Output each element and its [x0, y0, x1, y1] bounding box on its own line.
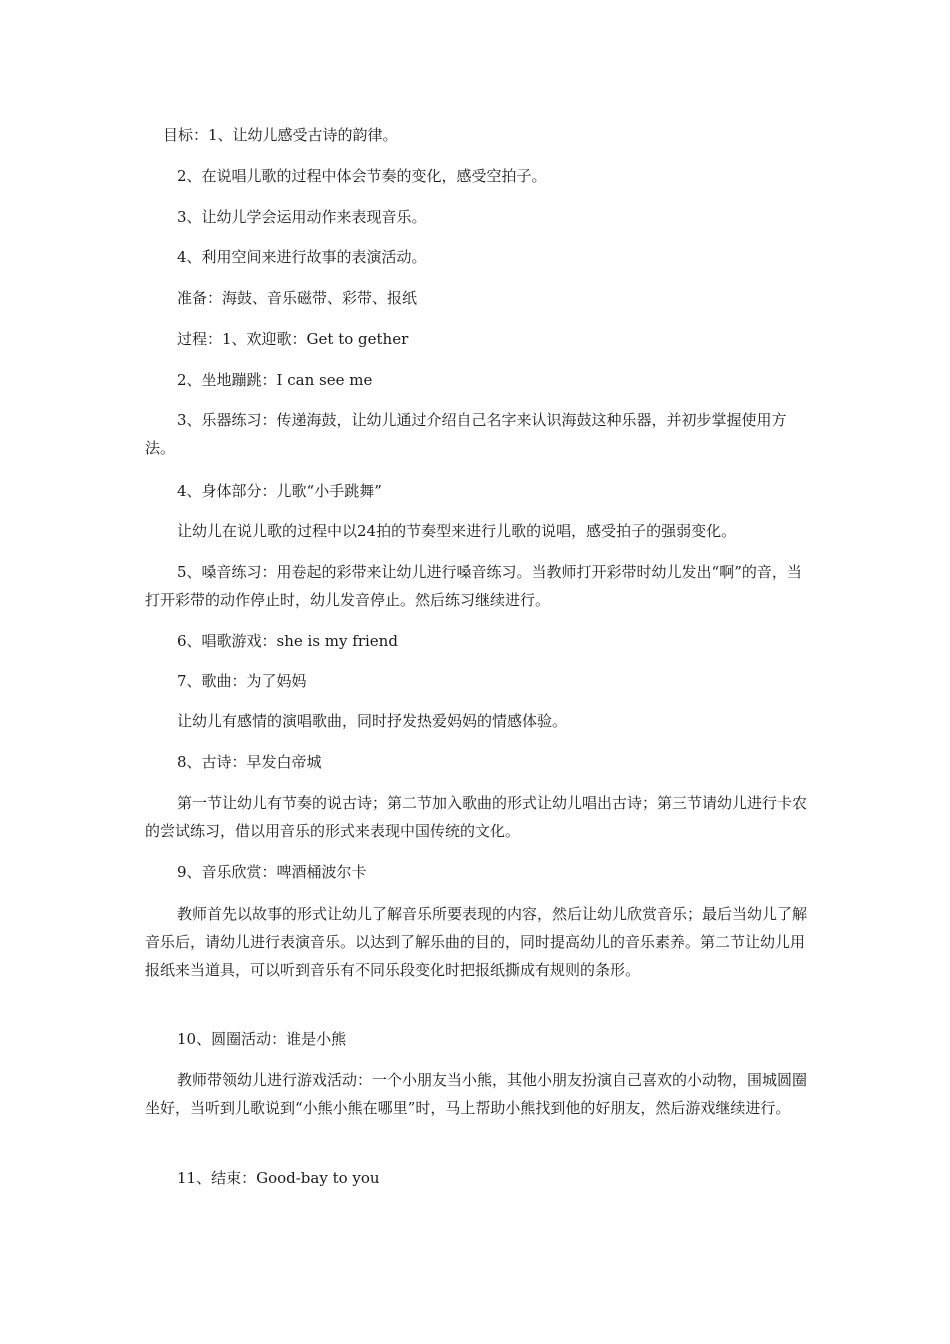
process-step-8: 8、古诗：早发白帝城: [177, 753, 322, 771]
process-step-1: 过程：1、欢迎歌：Get to gether: [177, 330, 409, 348]
goal-2: 2、在说唱儿歌的过程中体会节奏的变化，感受空拍子。: [177, 167, 547, 185]
process-step-10: 10、圆圈活动：谁是小熊: [177, 1030, 347, 1048]
step-10-description: 教师带领幼儿进行游戏活动：一个小朋友当小熊，其他小朋友扮演自己喜欢的小动物，围城圆圈坐好，当听到儿歌说到“小熊小熊在哪里”时，马上帮助小熊找到他的好朋友，然后游戏继续进行。: [145, 1071, 808, 1117]
goal-1: 目标：1、让幼儿感受古诗的韵律。: [163, 126, 398, 144]
goal-4: 4、利用空间来进行故事的表演活动。: [177, 248, 427, 266]
step-7-description: 让幼儿有感情的演唱歌曲，同时抒发热爱妈妈的情感体验。: [177, 712, 568, 730]
step-8-description: 第一节让幼儿有节奏的说古诗；第二节加入歌曲的形式让幼儿唱出古诗；第三节请幼儿进行卡农的尝试练习，借以用音乐的形式来表现中国传统的文化。: [145, 794, 808, 840]
goal-3: 3、让幼儿学会运用动作来表现音乐。: [177, 208, 427, 226]
process-step-7: 7、歌曲：为了妈妈: [177, 672, 307, 690]
process-step-5: 5、嗓音练习：用卷起的彩带来让幼儿进行嗓音练习。当教师打开彩带时幼儿发出“啊”的音，当打开彩带的动作停止时，幼儿发音停止。然后练习继续进行。: [145, 563, 802, 609]
process-step-6: 6、唱歌游戏：she is my friend: [177, 632, 398, 650]
process-step-4: 4、身体部分：儿歌“小手跳舞”: [177, 482, 382, 500]
process-step-3: 3、乐器练习：传递海鼓，让幼儿通过介绍自己名字来认识海鼓这种乐器，并初步掌握使用方法。: [145, 411, 787, 457]
process-step-2: 2、坐地蹦跳：I can see me: [177, 371, 373, 389]
step-9-description: 教师首先以故事的形式让幼儿了解音乐所要表现的内容，然后让幼儿欣赏音乐；最后当幼儿了解音乐后，请幼儿进行表演音乐。以达到了解乐曲的目的，同时提高幼儿的音乐素养。第二节让幼儿用报纸来当道具，可以听到音乐有不同乐段变化时把报纸撕成有规则的条形。: [145, 905, 808, 979]
step-4-description: 让幼儿在说儿歌的过程中以24拍的节奏型来进行儿歌的说唱，感受拍子的强弱变化。: [177, 522, 737, 540]
process-step-9: 9、音乐欣赏：啤酒桶波尔卡: [177, 863, 367, 881]
process-step-11: 11、结束：Good-bay to you: [177, 1169, 380, 1187]
preparation: 准备：海鼓、音乐磁带、彩带、报纸: [177, 289, 418, 307]
